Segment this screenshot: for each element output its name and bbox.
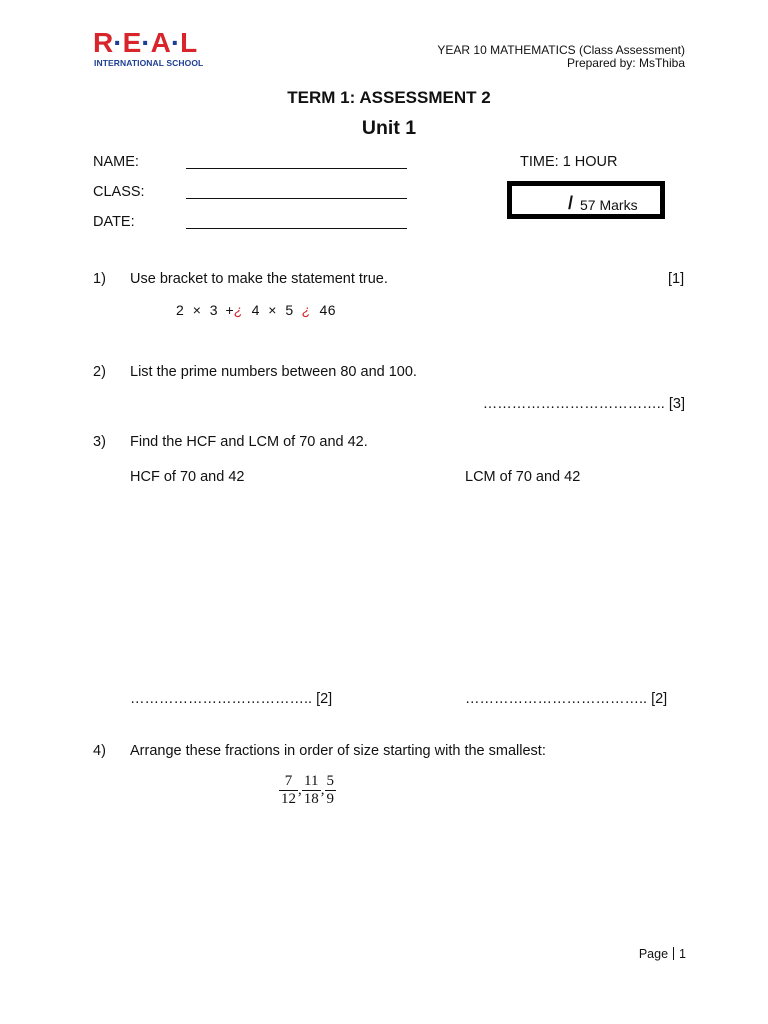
fraction — [279, 774, 298, 807]
page-number: 1 — [679, 947, 686, 961]
q1-text: Use bracket to make the statement true. — [130, 271, 388, 287]
prepared-by: Prepared by: MsThiba — [566, 56, 685, 70]
logo-letter-r: R — [93, 27, 114, 58]
expr-token: 5 — [285, 302, 294, 318]
q4-fractions — [279, 774, 336, 807]
fraction-separator: , — [298, 782, 302, 798]
q2-number: 2) — [93, 364, 106, 380]
marks-total: 57 Marks — [580, 197, 638, 213]
q3-text: Find the HCF and LCM of 70 and 42. — [130, 434, 368, 450]
logo-letter-e: E — [122, 27, 142, 58]
page-label: Page — [638, 947, 669, 961]
marks-slash: / — [568, 193, 574, 213]
date-line[interactable] — [186, 228, 407, 229]
footer-divider — [673, 947, 674, 960]
fraction-numerator: 5 — [326, 773, 334, 789]
expr-token: × — [192, 302, 202, 318]
expr-token: + — [225, 302, 235, 318]
expr-token: 3 — [209, 302, 219, 318]
fraction-denominator: 9 — [326, 791, 334, 807]
q1-marks: [1] — [668, 271, 685, 287]
fraction-denominator: 18 — [303, 791, 319, 807]
logo-subtitle: INTERNATIONAL SCHOOL — [94, 58, 204, 68]
logo-letter-a: A — [150, 27, 171, 58]
expr-token: 4 — [251, 302, 260, 318]
q3-number: 3) — [93, 434, 106, 450]
school-logo — [93, 28, 197, 58]
subject-header: YEAR 10 MATHEMATICS (Class Assessment) — [437, 43, 685, 57]
class-label: CLASS: — [93, 184, 145, 200]
assessment-title: TERM 1: ASSESSMENT 2 — [287, 88, 491, 107]
lcm-answer-line[interactable]: ……………………………….. [2] — [465, 691, 668, 707]
fraction — [302, 774, 321, 807]
fraction-separator: , — [320, 782, 325, 798]
expr-token: × — [268, 302, 277, 318]
time-label: TIME: 1 HOUR — [520, 154, 618, 170]
unit-title: Unit 1 — [361, 117, 417, 139]
name-line[interactable] — [186, 168, 407, 169]
lcm-label: LCM of 70 and 42 — [465, 469, 581, 485]
fraction-numerator: 7 — [279, 774, 298, 791]
logo-dot: · — [141, 27, 151, 58]
q1-expression — [176, 302, 336, 318]
q1-number: 1) — [93, 271, 106, 287]
marks-box — [507, 181, 665, 219]
q2-text: List the prime numbers between 80 and 100. — [130, 364, 417, 380]
fraction-denominator: 12 — [281, 791, 296, 807]
fraction — [325, 774, 337, 807]
class-line[interactable] — [186, 198, 407, 199]
expr-token: ¿ — [234, 302, 244, 318]
expr-token: 46 — [319, 302, 337, 318]
expr-token: 2 — [176, 302, 185, 318]
name-label: NAME: — [93, 154, 139, 170]
q4-text: Arrange these fractions in order of size starting with the smallest: — [130, 743, 546, 759]
hcf-label: HCF of 70 and 42 — [130, 469, 245, 485]
logo-dot: · — [170, 27, 181, 58]
expr-token: ¿ — [302, 302, 312, 318]
logo-dot: · — [113, 27, 123, 58]
page-footer — [639, 947, 686, 961]
q2-answer-line[interactable]: ……………………………….. [3] — [482, 396, 685, 412]
hcf-answer-line[interactable]: ……………………………….. [2] — [130, 691, 333, 707]
fraction-numerator: 11 — [302, 774, 321, 791]
logo-letter-l: L — [180, 27, 198, 58]
date-label: DATE: — [93, 214, 135, 230]
q4-number: 4) — [93, 743, 106, 759]
